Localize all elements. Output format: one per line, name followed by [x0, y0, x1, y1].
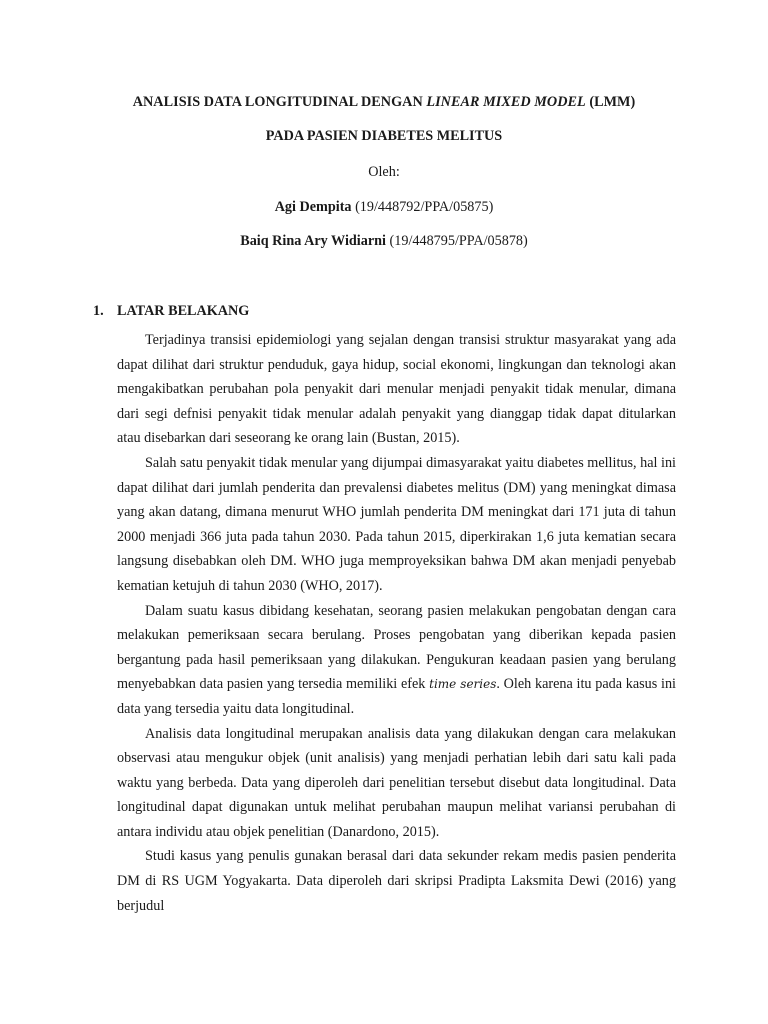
- author-id-2: (19/448795/PPA/05878): [385, 233, 528, 249]
- paragraph-2: Salah satu penyakit tidak menular yang dijumpai dimasyarakat yaitu diabetes mellitus, hal ini dapat dilihat dari jumlah penderita dan prevalensi diabetes melitus (DM) yang meningkat dimasa yang akan datang, dimana menurut WHO jumlah penderita DM meningkat dari 171 juta di tahun 2000 menjadi 366 juta pada tahun 2030. Pada tahun 2015, diperkirakan 1,6 juta kematian secara langsung disebabkan oleh DM. WHO juga memproyeksikan bahwa DM akan menjadi penyebab kematian ketujuh di tahun 2030 (WHO, 2017).: [117, 454, 676, 594]
- section-number: 1.: [93, 303, 104, 319]
- section-heading: [93, 302, 249, 320]
- title-text-part1: ANALISIS DATA LONGITUDINAL DENGAN: [132, 94, 427, 110]
- author-line-2: [0, 232, 768, 250]
- section-title: LATAR BELAKANG: [117, 303, 250, 319]
- section-body: [117, 328, 676, 918]
- paragraph-3: [117, 599, 676, 722]
- document-title: [0, 93, 768, 111]
- author-line-1: [0, 198, 768, 216]
- oleh-label: Oleh:: [368, 164, 400, 180]
- title-text-italic: LINEAR MIXED MODEL: [426, 94, 586, 110]
- paragraph-3-text-before: Dalam suatu kasus dibidang kesehatan, seorang pasien melakukan pengobatan dengan cara melakukan pemeriksaan secara berulang. Proses pengobatan yang diberikan kepada pasien bergantung pada hasil pemeriksaan yang dilakukan. Pengukuran keadaan pasien yang berulang menyebabkan data pasien yang tersedia memiliki efek: [117, 602, 676, 693]
- title-text-part2: (LMM): [585, 94, 636, 110]
- paragraph-5: Studi kasus yang penulis gunakan berasal dari data sekunder rekam medis pasien penderita DM di RS UGM Yogyakarta. Data diperoleh dari skripsi Pradipta Laksmita Dewi (2016) yang berjudul: [117, 848, 676, 914]
- time-series-term: time series: [429, 677, 497, 692]
- paragraph-1: Terjadinya transisi epidemiologi yang sejalan dengan transisi struktur masyarakat yang ada dapat dilihat dari struktur penduduk, gaya hidup, social ekonomi, lingkungan dan teknologi akan mengakibatkan perubahan pola penyakit dari menular menjadi penyakit tidak menular, dimana dari segi defnisi penyakit tidak menular adalah penyakit yang dianggap tidak dapat ditularkan atau disebarkan dari seseorang ke orang lain (Bustan, 2015).: [117, 332, 676, 447]
- paragraph-4: Analisis data longitudinal merupakan analisis data yang dilakukan dengan cara melakukan observasi atau mengukur objek (unit analisis) yang menjadi perhatian lebih dari satu kali pada waktu yang berbeda. Data yang diperoleh dari penelitian tersebut disebut data longitudinal. Data longitudinal dapat digunakan untuk melihat perubahan maupun melihat variansi perubahan di antara individu atau objek penelitian (Danardono, 2015).: [117, 725, 676, 840]
- paragraph-3-text-after: . Oleh karena itu pada kasus ini data yang tersedia yaitu data longitudinal.: [117, 676, 676, 717]
- author-id-1: (19/448792/PPA/05875): [351, 199, 494, 215]
- author-name-1: Agi Dempita: [274, 199, 352, 215]
- author-name-2: Baiq Rina Ary Widiarni: [240, 233, 386, 249]
- document-subtitle: PADA PASIEN DIABETES MELITUS: [265, 128, 503, 144]
